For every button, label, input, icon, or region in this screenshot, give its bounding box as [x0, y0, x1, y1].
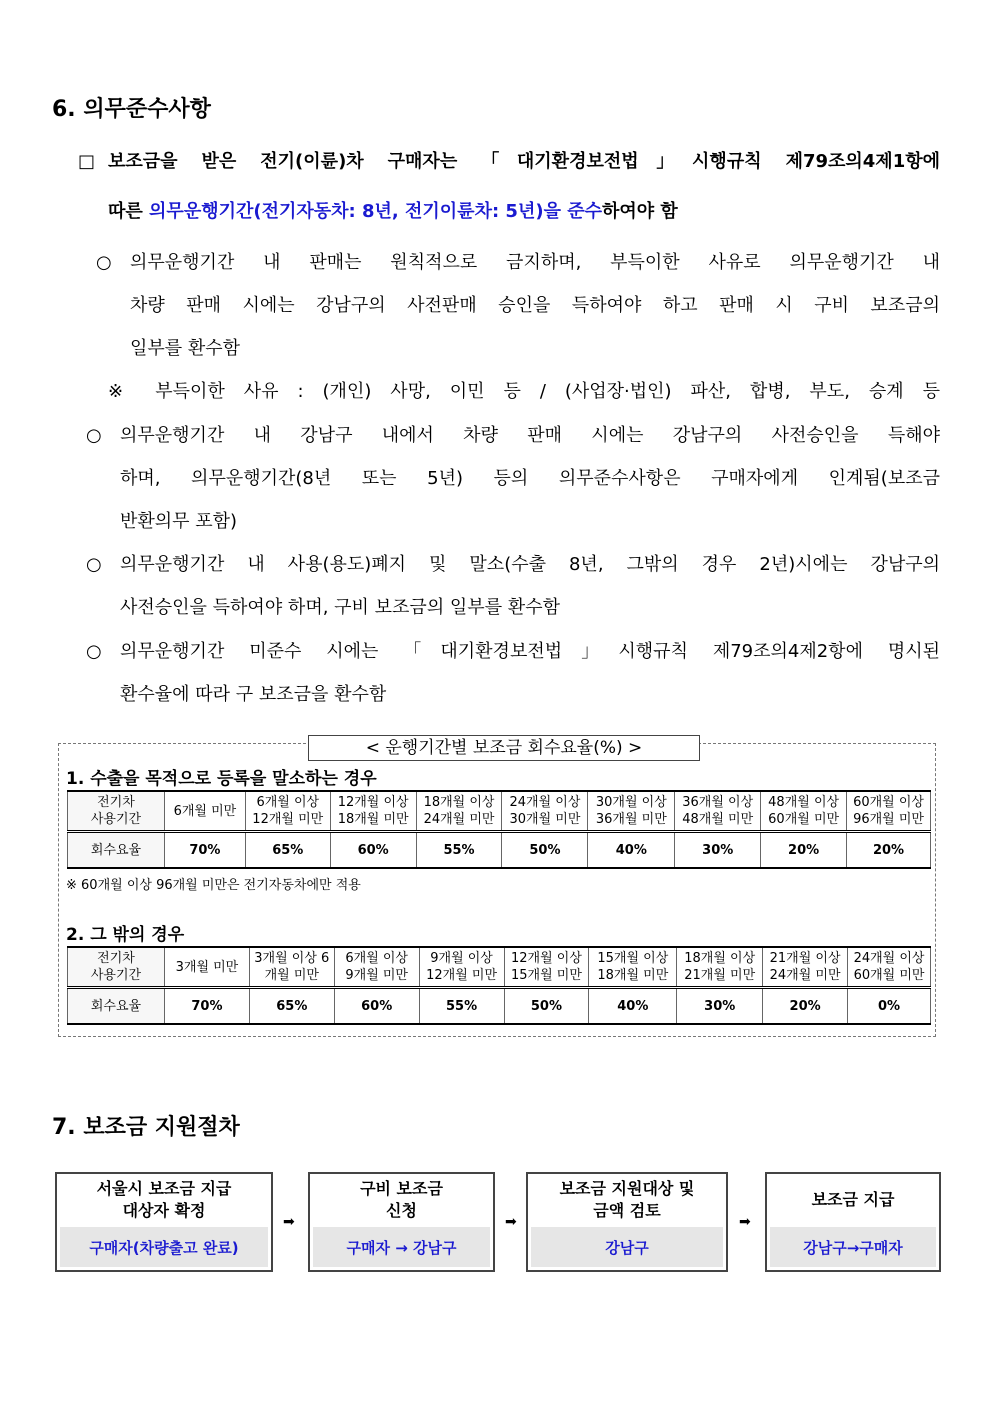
rate-cell: 60% — [330, 832, 416, 869]
section-7-title: 7. 보조금 지원절차 — [52, 1115, 240, 1140]
bullet-4-line-1: 의무운행기간 미준수 시에는 「대기환경보전법」시행규칙 제79조의4제2항에 명시된 — [120, 641, 940, 662]
bullet-2-marker: ○ — [86, 425, 102, 446]
exception-note: ※ 부득이한 사유 : (개인) 사망, 이민 등 / (사업장·법인) 파산, 합병, 부도, 승계 등 — [108, 381, 940, 402]
period-cell: 18개월 이상 21개월 미만 — [677, 947, 763, 988]
table-2-title: 2. 그 밖의 경우 — [66, 925, 185, 945]
rate-table-other — [67, 946, 931, 1025]
flow-step-title: 서울시 보조금 지급 대상자 확정 — [96, 1179, 232, 1220]
period-cell: 3개월 이상 6 개월 미만 — [249, 947, 334, 988]
table-row — [68, 988, 931, 1025]
rate-cell: 20% — [761, 832, 847, 869]
flow-step-title: 보조금 지원대상 및 금액 검토 — [559, 1179, 695, 1220]
bullet-3-line-2: 사전승인을 득하여야 하며, 구비 보조금의 일부를 환수함 — [120, 597, 560, 618]
flow-step-actor: 구매자(차량출고 완료) — [60, 1227, 268, 1267]
rate-cell: 50% — [502, 832, 588, 869]
table-row — [68, 947, 931, 988]
period-cell: 3개월 미만 — [165, 947, 250, 988]
bullet-3-line-1: 의무운행기간 내 사용(용도)폐지 및 말소(수출 8년, 그밖의 경우 2년)시에는 강남구의 — [120, 554, 940, 575]
rate-table-export — [67, 790, 931, 869]
period-cell: 6개월 미만 — [165, 791, 246, 832]
bullet-2-line-1: 의무운행기간 내 강남구 내에서 차량 판매 시에는 강남구의 사전승인을 득해야 — [120, 425, 940, 446]
arrow-right-icon: ➡ — [739, 1214, 751, 1230]
rate-cell: 65% — [245, 832, 330, 869]
rate-cell: 50% — [504, 988, 589, 1025]
flow-step-actor: 구매자 → 강남구 — [313, 1227, 490, 1267]
main-line-1: 보조금을 받은 전기(이륜)차 구매자는 「대기환경보전법」시행규칙 제79조의4제1항에 — [108, 151, 940, 172]
rate-cell: 20% — [847, 832, 931, 869]
rate-cell: 40% — [588, 832, 675, 869]
bullet-1-line-1: 의무운행기간 내 판매는 원칙적으로 금지하며, 부득이한 사유로 의무운행기간 내 — [130, 252, 940, 273]
period-cell: 30개월 이상 36개월 미만 — [588, 791, 675, 832]
rate-cell: 60% — [334, 988, 419, 1025]
bullet-2-line-3: 반환의무 포함) — [120, 511, 238, 532]
rate-cell: 55% — [416, 832, 502, 869]
bullet-3-marker: ○ — [86, 554, 102, 575]
bullet-4-line-2: 환수율에 따라 구 보조금을 환수함 — [120, 684, 387, 705]
rate-cell: 30% — [677, 988, 763, 1025]
table-row — [68, 832, 931, 869]
rate-label-cell: 회수요율 — [68, 988, 165, 1025]
rate-box-caption: < 운행기간별 보조금 회수요율(%) > — [308, 735, 700, 761]
flow-step-2 — [308, 1172, 495, 1272]
period-cell: 12개월 이상 15개월 미만 — [504, 947, 589, 988]
rate-cell: 30% — [675, 832, 761, 869]
arrow-right-icon: ➡ — [283, 1214, 295, 1230]
main-marker: □ — [78, 151, 96, 172]
flow-step-1 — [55, 1172, 273, 1272]
period-cell: 18개월 이상 24개월 미만 — [416, 791, 502, 832]
flow-step-3 — [526, 1172, 728, 1272]
arrow-right-icon: ➡ — [505, 1214, 517, 1230]
rate-cell: 40% — [589, 988, 677, 1025]
rate-cell: 65% — [249, 988, 334, 1025]
period-cell: 48개월 이상 60개월 미만 — [761, 791, 847, 832]
main-line-2-pre: 따른 — [108, 201, 150, 222]
period-label-cell: 전기차 사용기간 — [68, 791, 165, 832]
flow-step-4 — [765, 1172, 941, 1272]
section-6-title: 6. 의무준수사항 — [52, 97, 211, 122]
bullet-1-line-2: 차량 판매 시에는 강남구의 사전판매 승인을 득하여야 하고 판매 시 구비 보조금의 — [130, 295, 940, 316]
flow-step-title: 보조금 지급 — [811, 1190, 895, 1209]
period-cell: 24개월 이상 60개월 미만 — [848, 947, 931, 988]
rate-cell: 55% — [419, 988, 504, 1025]
main-line-2-post: 하여야 함 — [602, 201, 678, 222]
period-cell: 60개월 이상 96개월 미만 — [847, 791, 931, 832]
period-cell: 9개월 이상 12개월 미만 — [419, 947, 504, 988]
bullet-1-marker: ○ — [96, 252, 112, 273]
flow-step-actor: 강남구→구매자 — [770, 1227, 936, 1267]
period-cell: 12개월 이상 18개월 미만 — [330, 791, 416, 832]
flow-step-title: 구비 보조금 신청 — [360, 1179, 443, 1220]
period-cell: 24개월 이상 30개월 미만 — [502, 791, 588, 832]
rate-cell: 0% — [848, 988, 931, 1025]
main-line-2 — [108, 200, 678, 224]
main-line-2-highlight: 의무운행기간(전기자동차: 8년, 전기이륜차: 5년)을 준수 — [149, 201, 602, 222]
bullet-2-line-2: 하며, 의무운행기간(8년 또는 5년) 등의 의무준수사항은 구매자에게 인계됨(보조금 — [120, 468, 940, 489]
period-cell: 15개월 이상 18개월 미만 — [589, 947, 677, 988]
period-cell: 6개월 이상 9개월 미만 — [334, 947, 419, 988]
rate-cell: 70% — [165, 988, 250, 1025]
bullet-1-line-3: 일부를 환수함 — [130, 338, 241, 359]
period-cell: 6개월 이상 12개월 미만 — [245, 791, 330, 832]
period-cell: 21개월 이상 24개월 미만 — [763, 947, 848, 988]
period-cell: 36개월 이상 48개월 미만 — [675, 791, 761, 832]
flow-step-actor: 강남구 — [531, 1227, 723, 1267]
rate-cell: 70% — [165, 832, 246, 869]
table-1-title: 1. 수출을 목적으로 등록을 말소하는 경우 — [66, 769, 377, 789]
rate-label-cell: 회수요율 — [68, 832, 165, 869]
table-row — [68, 791, 931, 832]
rate-cell: 20% — [763, 988, 848, 1025]
table-note: ※ 60개월 이상 96개월 미만은 전기자동차에만 적용 — [66, 878, 361, 893]
bullet-4-marker: ○ — [86, 641, 102, 662]
period-label-cell: 전기차 사용기간 — [68, 947, 165, 988]
